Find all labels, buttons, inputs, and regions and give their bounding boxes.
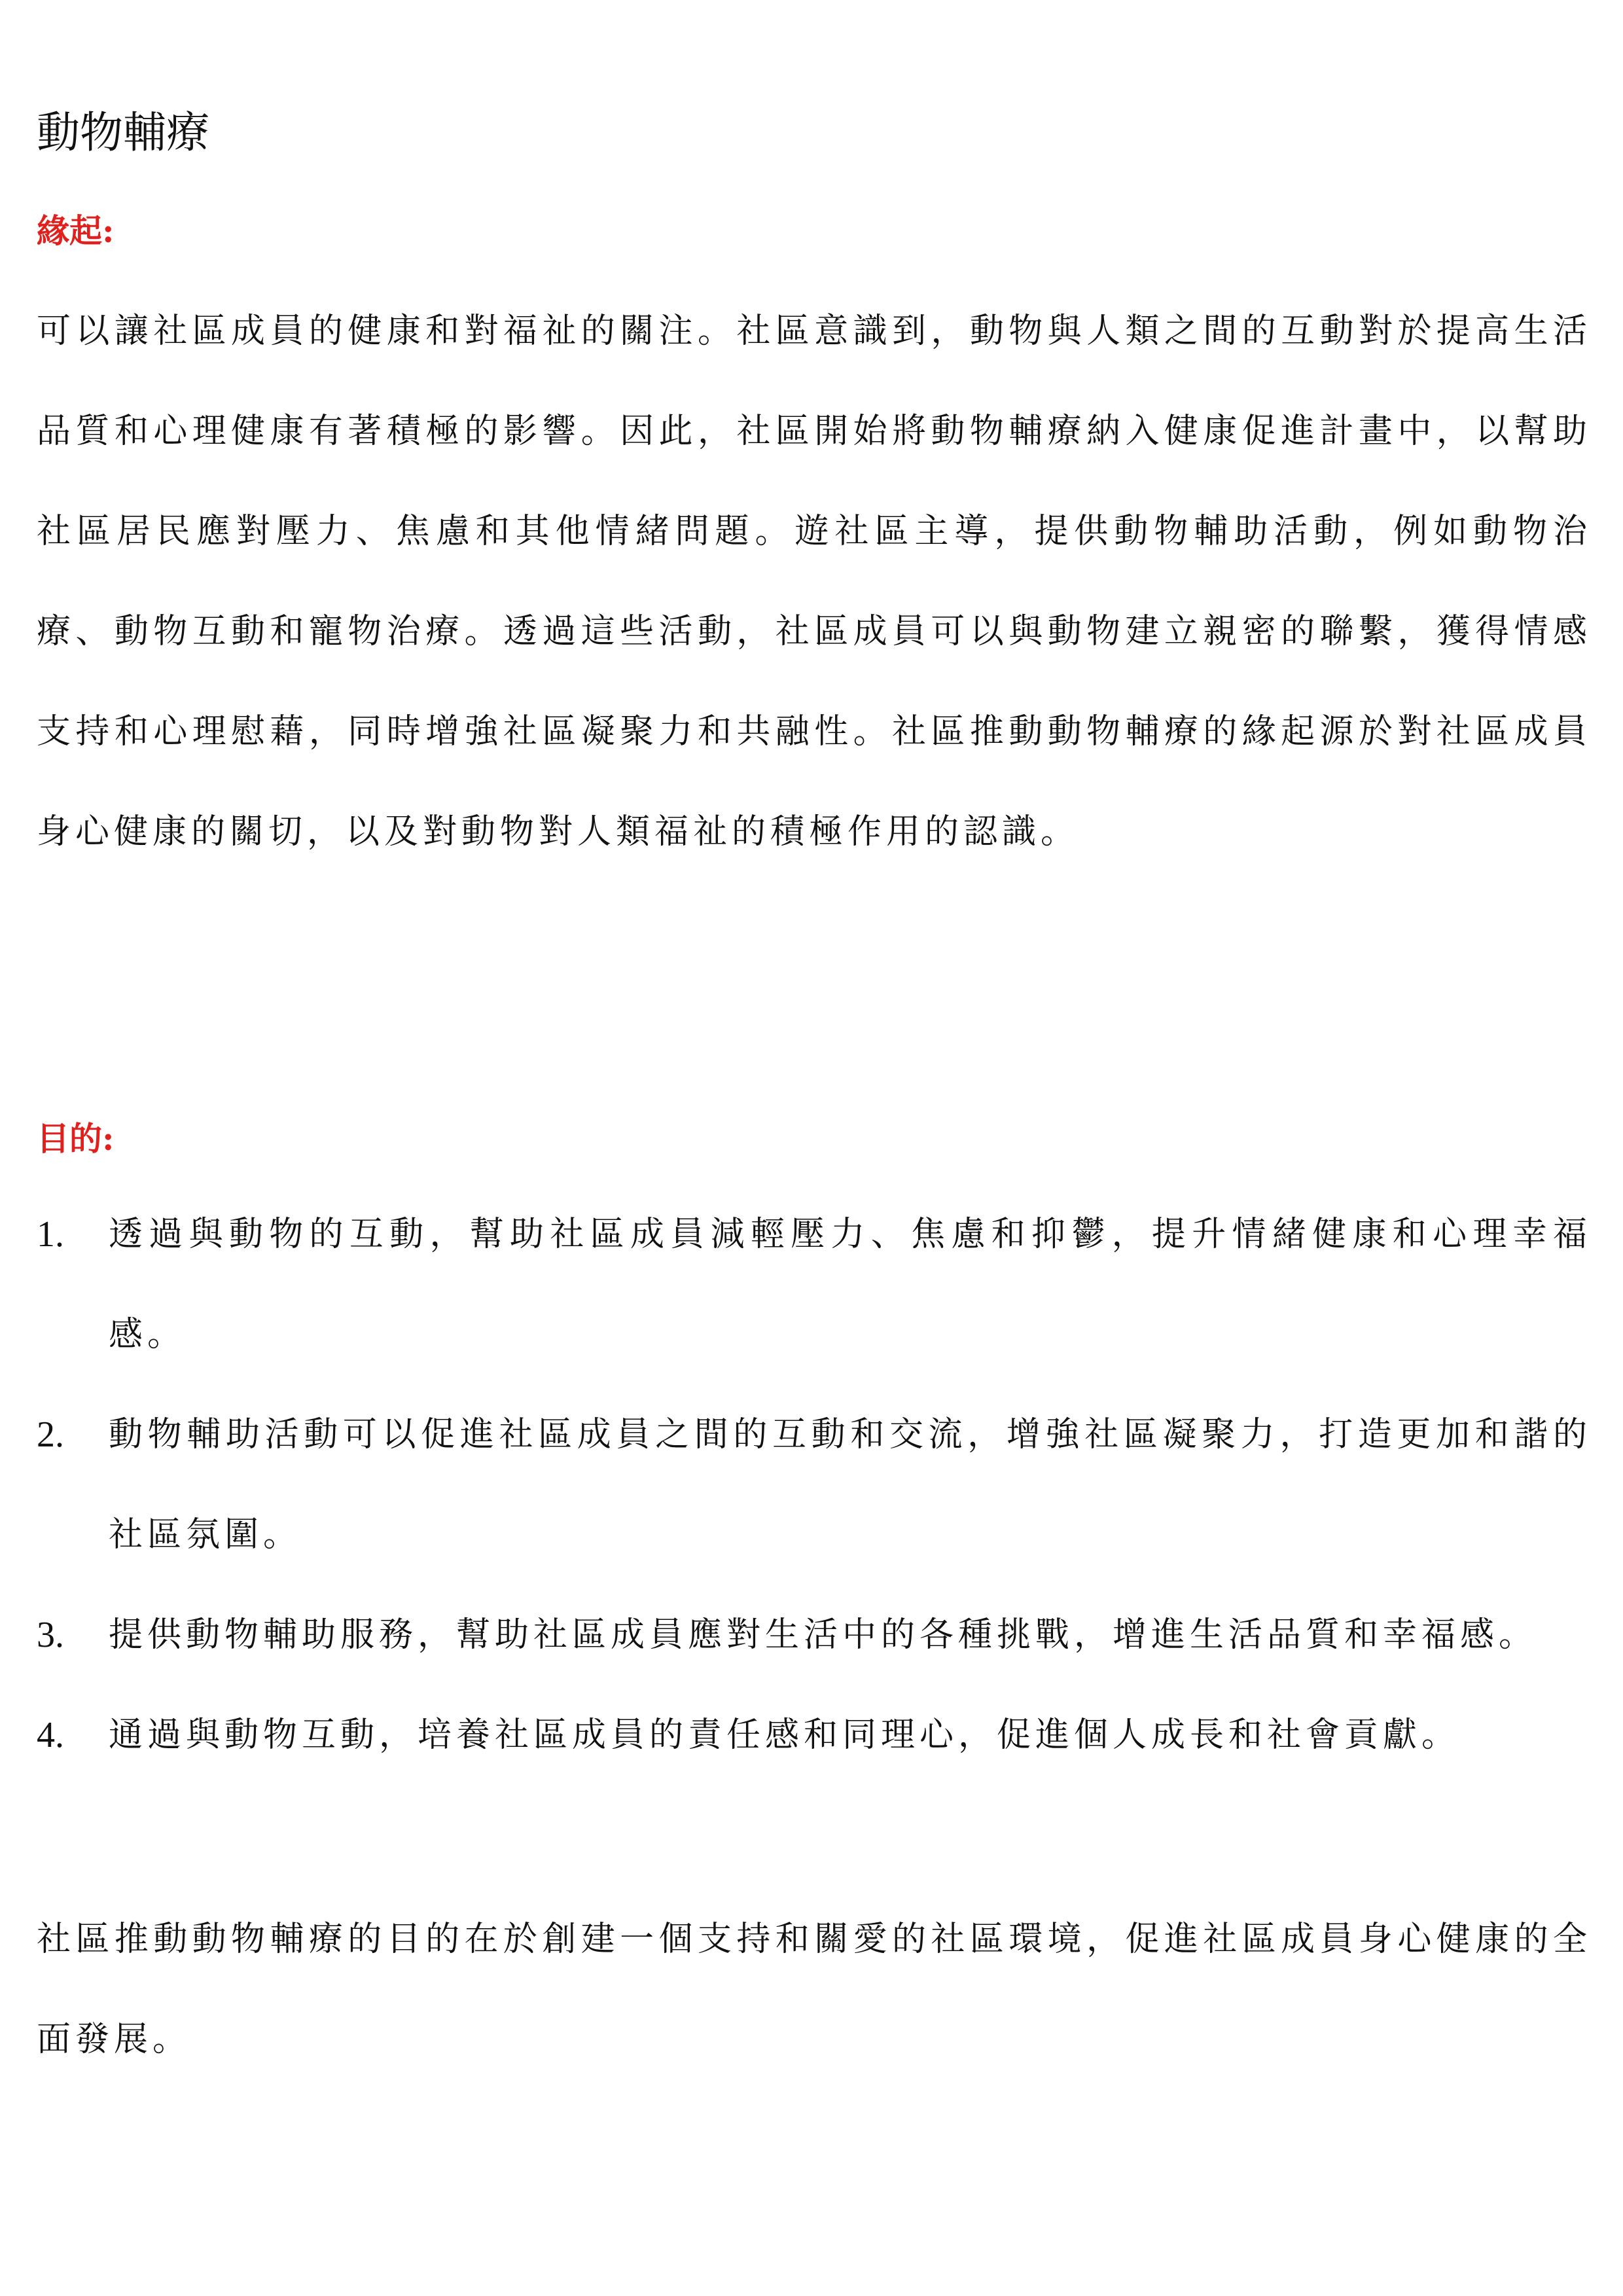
page-title: 動物輔療: [37, 107, 209, 158]
purpose-item-text: 提供動物輔助服務，幫助社區成員應對生活中的各種挑戰，增進生活品質和幸福感。: [109, 1615, 1538, 1655]
origin-paragraph: 可以讓社區成員的健康和對福祉的關注。社區意識到，動物與人類之間的互動對於提高生活品質和心理健康有著積極的影響。因此，社區開始將動物輔療納入健康促進計畫中，以幫助社區居民應對壓力、焦慮和其他情緒問題。遊社區主導，提供動物輔助活動，例如動物治療、動物互動和寵物治療。透過這些活動，社區成員可以與動物建立親密的聯繫，獲得情感支持和心理慰藉，同時增強社區凝聚力和共融性。社區推動動物輔療的緣起源於對社區成員身心健康的關切，以及對動物對人類福祉的積極作用的認識。: [37, 312, 1592, 852]
origin-heading: 緣起:: [37, 211, 115, 250]
purpose-item-2: [37, 1385, 1592, 1585]
purpose-item-text: 透過與動物的互動，幫助社區成員減輕壓力、焦慮和抑鬱，提升情緒健康和心理幸福感。: [109, 1215, 1592, 1354]
purpose-heading: 目的:: [37, 1119, 115, 1158]
purpose-item-text: 通過與動物互動，培養社區成員的責任感和同理心，促進個人成長和社會貢獻。: [109, 1715, 1461, 1755]
purpose-summary: 社區推動動物輔療的目的在於創建一個支持和關愛的社區環境，促進社區成員身心健康的全面發展。: [37, 1920, 1592, 2059]
purpose-item-number: 1.: [37, 1214, 64, 1255]
purpose-item-number: 2.: [37, 1414, 64, 1455]
purpose-item-1: [37, 1185, 1592, 1385]
purpose-item-3: [37, 1585, 1592, 1685]
purpose-item-number: 3.: [37, 1615, 64, 1655]
purpose-list: [37, 1185, 1592, 1785]
purpose-item-text: 動物輔助活動可以促進社區成員之間的互動和交流，增強社區凝聚力，打造更加和諧的社區氛圍。: [109, 1415, 1592, 1554]
purpose-item-number: 4.: [37, 1715, 64, 1755]
purpose-item-4: [37, 1685, 1592, 1785]
